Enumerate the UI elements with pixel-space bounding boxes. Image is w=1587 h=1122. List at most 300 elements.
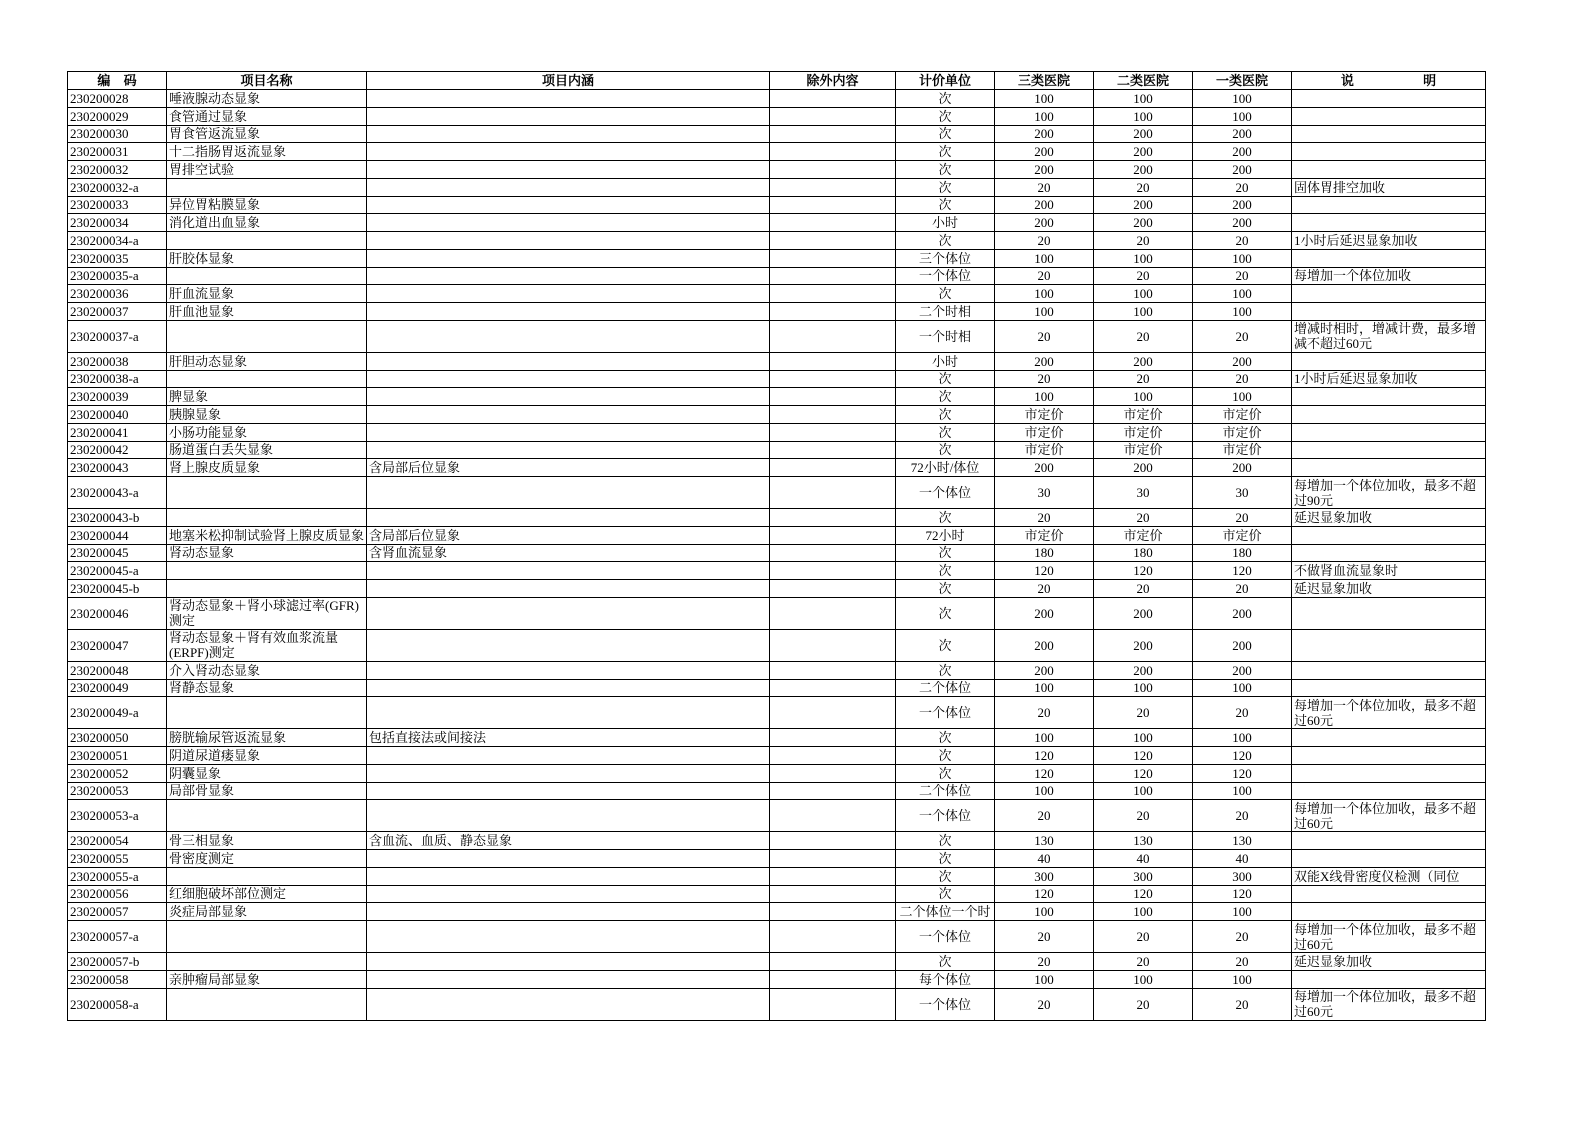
tier1-hospital-price-cell: 市定价 xyxy=(1193,423,1292,441)
tier1-hospital-price-cell: 30 xyxy=(1193,477,1292,509)
tier3-hospital-price-cell: 200 xyxy=(995,352,1094,370)
tier2-hospital-price-cell: 20 xyxy=(1094,953,1193,971)
table-row xyxy=(68,285,1486,303)
pricing-unit-cell: 72小时/体位 xyxy=(896,459,995,477)
tier2-hospital-price-cell: 200 xyxy=(1094,196,1193,214)
excluded-content-cell xyxy=(770,629,896,661)
pricing-unit-cell: 次 xyxy=(896,285,995,303)
item-content-cell xyxy=(367,352,770,370)
table-row xyxy=(68,406,1486,424)
tier2-hospital-price-cell: 100 xyxy=(1094,679,1193,697)
item-name-cell xyxy=(167,580,367,598)
note-cell xyxy=(1292,303,1486,321)
item-content-cell xyxy=(367,370,770,388)
note-cell: 每增加一个体位加收，最多不超过60元 xyxy=(1292,988,1486,1020)
item-code-cell: 230200045-a xyxy=(68,562,167,580)
tier2-hospital-price-cell: 200 xyxy=(1094,661,1193,679)
item-code-cell: 230200029 xyxy=(68,107,167,125)
item-content-cell: 含局部后位显象 xyxy=(367,459,770,477)
tier2-hospital-price-cell: 20 xyxy=(1094,509,1193,527)
item-code-cell: 230200058 xyxy=(68,970,167,988)
item-name-cell xyxy=(167,800,367,832)
note-cell: 双能X线骨密度仪检测（同位 xyxy=(1292,867,1486,885)
table-row xyxy=(68,161,1486,179)
item-content-cell xyxy=(367,867,770,885)
note-cell xyxy=(1292,352,1486,370)
table-row xyxy=(68,423,1486,441)
item-content-cell xyxy=(367,562,770,580)
note-cell xyxy=(1292,90,1486,108)
tier1-hospital-price-cell: 200 xyxy=(1193,143,1292,161)
tier3-hospital-price-cell: 100 xyxy=(995,388,1094,406)
item-name-cell: 炎症局部显象 xyxy=(167,903,367,921)
tier3-hospital-price-cell: 100 xyxy=(995,729,1094,747)
note-cell xyxy=(1292,388,1486,406)
tier1-hospital-price-cell: 200 xyxy=(1193,459,1292,477)
item-name-cell xyxy=(167,267,367,285)
item-code-cell: 230200034-a xyxy=(68,232,167,250)
pricing-unit-cell: 一个体位 xyxy=(896,697,995,729)
item-name-cell: 膀胱输尿管返流显象 xyxy=(167,729,367,747)
item-name-cell: 阴道尿道瘘显象 xyxy=(167,747,367,765)
item-content-cell xyxy=(367,214,770,232)
item-content-cell: 含局部后位显象 xyxy=(367,526,770,544)
item-content-cell xyxy=(367,800,770,832)
pricing-unit-cell: 小时 xyxy=(896,352,995,370)
table-row xyxy=(68,143,1486,161)
note-cell xyxy=(1292,406,1486,424)
pricing-unit-cell: 次 xyxy=(896,161,995,179)
item-content-cell xyxy=(367,988,770,1020)
item-code-cell: 230200037-a xyxy=(68,320,167,352)
tier1-hospital-price-cell: 100 xyxy=(1193,90,1292,108)
table-row xyxy=(68,885,1486,903)
tier2-hospital-price-cell: 200 xyxy=(1094,459,1193,477)
tier2-hospital-price-cell: 130 xyxy=(1094,832,1193,850)
item-name-cell: 肾动态显象＋肾小球滤过率(GFR)测定 xyxy=(167,597,367,629)
item-code-cell: 230200058-a xyxy=(68,988,167,1020)
tier3-hospital-price-cell: 300 xyxy=(995,867,1094,885)
item-code-cell: 230200034 xyxy=(68,214,167,232)
excluded-content-cell xyxy=(770,178,896,196)
item-content-cell: 包括直接法或间接法 xyxy=(367,729,770,747)
note-cell xyxy=(1292,832,1486,850)
pricing-unit-cell: 次 xyxy=(896,629,995,661)
item-code-cell: 230200047 xyxy=(68,629,167,661)
note-cell xyxy=(1292,526,1486,544)
tier2-hospital-price-cell: 100 xyxy=(1094,970,1193,988)
pricing-unit-cell: 次 xyxy=(896,125,995,143)
tier2-hospital-price-cell: 20 xyxy=(1094,232,1193,250)
note-cell: 1小时后延迟显象加收 xyxy=(1292,232,1486,250)
pricing-unit-cell: 次 xyxy=(896,370,995,388)
tier2-hospital-price-cell: 20 xyxy=(1094,178,1193,196)
item-name-cell: 十二指肠胃返流显象 xyxy=(167,143,367,161)
tier3-hospital-price-cell: 120 xyxy=(995,885,1094,903)
tier3-hospital-price-cell: 20 xyxy=(995,921,1094,953)
item-content-cell xyxy=(367,232,770,250)
excluded-content-cell xyxy=(770,782,896,800)
table-row xyxy=(68,249,1486,267)
tier1-hospital-price-cell: 120 xyxy=(1193,747,1292,765)
item-code-cell: 230200035-a xyxy=(68,267,167,285)
tier1-hospital-price-cell: 20 xyxy=(1193,988,1292,1020)
note-cell xyxy=(1292,125,1486,143)
item-name-cell: 肾上腺皮质显象 xyxy=(167,459,367,477)
item-content-cell xyxy=(367,661,770,679)
excluded-content-cell xyxy=(770,764,896,782)
tier2-hospital-price-cell: 30 xyxy=(1094,477,1193,509)
tier3-hospital-price-cell: 100 xyxy=(995,903,1094,921)
tier3-hospital-price-cell: 20 xyxy=(995,370,1094,388)
note-cell xyxy=(1292,782,1486,800)
tier2-hospital-price-cell: 市定价 xyxy=(1094,406,1193,424)
pricing-unit-cell: 次 xyxy=(896,143,995,161)
header-row xyxy=(68,72,1486,90)
item-content-cell xyxy=(367,423,770,441)
tier2-hospital-price-cell: 200 xyxy=(1094,629,1193,661)
excluded-content-cell xyxy=(770,544,896,562)
item-code-cell: 230200039 xyxy=(68,388,167,406)
item-content-cell xyxy=(367,285,770,303)
note-cell: 每增加一个体位加收，最多不超过60元 xyxy=(1292,697,1486,729)
tier3-hospital-price-cell: 20 xyxy=(995,580,1094,598)
excluded-content-cell xyxy=(770,526,896,544)
excluded-content-cell xyxy=(770,832,896,850)
tier2-hospital-price-cell: 20 xyxy=(1094,988,1193,1020)
excluded-content-cell xyxy=(770,107,896,125)
tier1-hospital-price-cell: 20 xyxy=(1193,320,1292,352)
header-item-content: 项目内涵 xyxy=(367,72,770,90)
tier1-hospital-price-cell: 100 xyxy=(1193,729,1292,747)
pricing-unit-cell: 次 xyxy=(896,867,995,885)
tier1-hospital-price-cell: 120 xyxy=(1193,885,1292,903)
item-code-cell: 230200040 xyxy=(68,406,167,424)
item-code-cell: 230200049 xyxy=(68,679,167,697)
table-row xyxy=(68,178,1486,196)
pricing-unit-cell: 次 xyxy=(896,423,995,441)
note-cell xyxy=(1292,629,1486,661)
tier3-hospital-price-cell: 20 xyxy=(995,953,1094,971)
excluded-content-cell xyxy=(770,232,896,250)
pricing-unit-cell: 次 xyxy=(896,747,995,765)
tier2-hospital-price-cell: 200 xyxy=(1094,143,1193,161)
tier3-hospital-price-cell: 20 xyxy=(995,988,1094,1020)
item-name-cell: 肠道蛋白丢失显象 xyxy=(167,441,367,459)
note-cell xyxy=(1292,441,1486,459)
item-name-cell: 肾动态显象＋肾有效血浆流量(ERPF)测定 xyxy=(167,629,367,661)
tier3-hospital-price-cell: 40 xyxy=(995,850,1094,868)
tier3-hospital-price-cell: 20 xyxy=(995,800,1094,832)
header-tier3-hospital: 三类医院 xyxy=(995,72,1094,90)
note-cell xyxy=(1292,196,1486,214)
excluded-content-cell xyxy=(770,562,896,580)
item-content-cell xyxy=(367,697,770,729)
item-code-cell: 230200035 xyxy=(68,249,167,267)
table-row xyxy=(68,970,1486,988)
table-row xyxy=(68,867,1486,885)
tier1-hospital-price-cell: 200 xyxy=(1193,629,1292,661)
item-name-cell xyxy=(167,320,367,352)
item-code-cell: 230200055-a xyxy=(68,867,167,885)
excluded-content-cell xyxy=(770,800,896,832)
table-row xyxy=(68,441,1486,459)
table-row xyxy=(68,477,1486,509)
pricing-unit-cell: 次 xyxy=(896,850,995,868)
tier3-hospital-price-cell: 120 xyxy=(995,747,1094,765)
tier1-hospital-price-cell: 200 xyxy=(1193,125,1292,143)
tier1-hospital-price-cell: 100 xyxy=(1193,388,1292,406)
item-code-cell: 230200053-a xyxy=(68,800,167,832)
tier1-hospital-price-cell: 200 xyxy=(1193,214,1292,232)
note-cell xyxy=(1292,285,1486,303)
item-name-cell: 地塞米松抑制试验肾上腺皮质显象 xyxy=(167,526,367,544)
table-row xyxy=(68,196,1486,214)
item-name-cell: 消化道出血显象 xyxy=(167,214,367,232)
item-code-cell: 230200031 xyxy=(68,143,167,161)
tier2-hospital-price-cell: 100 xyxy=(1094,303,1193,321)
tier3-hospital-price-cell: 200 xyxy=(995,597,1094,629)
tier2-hospital-price-cell: 20 xyxy=(1094,697,1193,729)
excluded-content-cell xyxy=(770,597,896,629)
table-row xyxy=(68,526,1486,544)
pricing-unit-cell: 二个体位 xyxy=(896,679,995,697)
tier2-hospital-price-cell: 100 xyxy=(1094,285,1193,303)
pricing-unit-cell: 一个体位 xyxy=(896,477,995,509)
excluded-content-cell xyxy=(770,988,896,1020)
excluded-content-cell xyxy=(770,143,896,161)
tier2-hospital-price-cell: 40 xyxy=(1094,850,1193,868)
excluded-content-cell xyxy=(770,285,896,303)
excluded-content-cell xyxy=(770,747,896,765)
item-content-cell xyxy=(367,320,770,352)
table-row xyxy=(68,597,1486,629)
table-row xyxy=(68,509,1486,527)
tier3-hospital-price-cell: 100 xyxy=(995,285,1094,303)
tier3-hospital-price-cell: 200 xyxy=(995,196,1094,214)
item-name-cell: 局部骨显象 xyxy=(167,782,367,800)
tier3-hospital-price-cell: 30 xyxy=(995,477,1094,509)
pricing-unit-cell: 一个体位 xyxy=(896,988,995,1020)
excluded-content-cell xyxy=(770,903,896,921)
tier3-hospital-price-cell: 200 xyxy=(995,459,1094,477)
tier3-hospital-price-cell: 20 xyxy=(995,697,1094,729)
note-cell: 每增加一个体位加收，最多不超过60元 xyxy=(1292,800,1486,832)
tier2-hospital-price-cell: 180 xyxy=(1094,544,1193,562)
item-content-cell xyxy=(367,679,770,697)
pricing-unit-cell: 次 xyxy=(896,953,995,971)
tier1-hospital-price-cell: 100 xyxy=(1193,303,1292,321)
item-code-cell: 230200049-a xyxy=(68,697,167,729)
item-code-cell: 230200038-a xyxy=(68,370,167,388)
item-code-cell: 230200057-a xyxy=(68,921,167,953)
tier3-hospital-price-cell: 20 xyxy=(995,320,1094,352)
item-name-cell: 脾显象 xyxy=(167,388,367,406)
tier1-hospital-price-cell: 100 xyxy=(1193,249,1292,267)
table-body xyxy=(68,90,1486,1021)
tier1-hospital-price-cell: 120 xyxy=(1193,764,1292,782)
table-row xyxy=(68,90,1486,108)
item-name-cell xyxy=(167,370,367,388)
tier2-hospital-price-cell: 200 xyxy=(1094,214,1193,232)
item-code-cell: 230200037 xyxy=(68,303,167,321)
table-row xyxy=(68,850,1486,868)
tier3-hospital-price-cell: 100 xyxy=(995,970,1094,988)
tier3-hospital-price-cell: 20 xyxy=(995,267,1094,285)
table-row xyxy=(68,903,1486,921)
header-code: 编 码 xyxy=(68,72,167,90)
item-content-cell xyxy=(367,303,770,321)
tier3-hospital-price-cell: 100 xyxy=(995,303,1094,321)
item-code-cell: 230200028 xyxy=(68,90,167,108)
tier3-hospital-price-cell: 200 xyxy=(995,125,1094,143)
tier3-hospital-price-cell: 100 xyxy=(995,249,1094,267)
tier3-hospital-price-cell: 120 xyxy=(995,764,1094,782)
item-code-cell: 230200041 xyxy=(68,423,167,441)
item-content-cell xyxy=(367,267,770,285)
note-cell: 延迟显象加收 xyxy=(1292,580,1486,598)
tier2-hospital-price-cell: 市定价 xyxy=(1094,526,1193,544)
table-row xyxy=(68,107,1486,125)
excluded-content-cell xyxy=(770,697,896,729)
tier1-hospital-price-cell: 200 xyxy=(1193,661,1292,679)
item-name-cell: 肝胆动态显象 xyxy=(167,352,367,370)
pricing-unit-cell: 一个体位 xyxy=(896,800,995,832)
item-name-cell: 胃排空试验 xyxy=(167,161,367,179)
excluded-content-cell xyxy=(770,303,896,321)
tier2-hospital-price-cell: 100 xyxy=(1094,249,1193,267)
tier1-hospital-price-cell: 200 xyxy=(1193,597,1292,629)
excluded-content-cell xyxy=(770,352,896,370)
tier1-hospital-price-cell: 20 xyxy=(1193,953,1292,971)
tier2-hospital-price-cell: 200 xyxy=(1094,352,1193,370)
item-name-cell xyxy=(167,921,367,953)
item-name-cell xyxy=(167,867,367,885)
note-cell xyxy=(1292,544,1486,562)
item-name-cell xyxy=(167,477,367,509)
table-row xyxy=(68,459,1486,477)
item-name-cell: 红细胞破坏部位测定 xyxy=(167,885,367,903)
item-name-cell xyxy=(167,178,367,196)
tier1-hospital-price-cell: 市定价 xyxy=(1193,526,1292,544)
header-item-name: 项目名称 xyxy=(167,72,367,90)
pricing-unit-cell: 每个体位 xyxy=(896,970,995,988)
excluded-content-cell xyxy=(770,679,896,697)
pricing-unit-cell: 一个体位 xyxy=(896,267,995,285)
table-header xyxy=(68,72,1486,90)
note-cell xyxy=(1292,143,1486,161)
price-table xyxy=(67,71,1486,1021)
item-content-cell: 含肾血流显象 xyxy=(367,544,770,562)
tier2-hospital-price-cell: 100 xyxy=(1094,729,1193,747)
tier1-hospital-price-cell: 20 xyxy=(1193,921,1292,953)
tier2-hospital-price-cell: 市定价 xyxy=(1094,441,1193,459)
tier2-hospital-price-cell: 100 xyxy=(1094,107,1193,125)
tier2-hospital-price-cell: 120 xyxy=(1094,885,1193,903)
item-code-cell: 230200046 xyxy=(68,597,167,629)
excluded-content-cell xyxy=(770,850,896,868)
tier2-hospital-price-cell: 300 xyxy=(1094,867,1193,885)
tier1-hospital-price-cell: 180 xyxy=(1193,544,1292,562)
tier2-hospital-price-cell: 市定价 xyxy=(1094,423,1193,441)
tier3-hospital-price-cell: 100 xyxy=(995,90,1094,108)
tier3-hospital-price-cell: 200 xyxy=(995,629,1094,661)
tier3-hospital-price-cell: 市定价 xyxy=(995,441,1094,459)
pricing-unit-cell: 二个体位 xyxy=(896,782,995,800)
excluded-content-cell xyxy=(770,196,896,214)
tier3-hospital-price-cell: 120 xyxy=(995,562,1094,580)
note-cell: 1小时后延迟显象加收 xyxy=(1292,370,1486,388)
item-code-cell: 230200055 xyxy=(68,850,167,868)
item-code-cell: 230200033 xyxy=(68,196,167,214)
item-content-cell xyxy=(367,161,770,179)
tier3-hospital-price-cell: 200 xyxy=(995,214,1094,232)
tier3-hospital-price-cell: 20 xyxy=(995,178,1094,196)
tier3-hospital-price-cell: 100 xyxy=(995,107,1094,125)
header-tier2-hospital: 二类医院 xyxy=(1094,72,1193,90)
item-code-cell: 230200056 xyxy=(68,885,167,903)
pricing-unit-cell: 二个时相 xyxy=(896,303,995,321)
pricing-unit-cell: 一个时相 xyxy=(896,320,995,352)
tier1-hospital-price-cell: 20 xyxy=(1193,580,1292,598)
excluded-content-cell xyxy=(770,885,896,903)
tier1-hospital-price-cell: 20 xyxy=(1193,697,1292,729)
excluded-content-cell xyxy=(770,90,896,108)
pricing-unit-cell: 次 xyxy=(896,90,995,108)
item-code-cell: 230200042 xyxy=(68,441,167,459)
excluded-content-cell xyxy=(770,125,896,143)
item-name-cell: 阴囊显象 xyxy=(167,764,367,782)
item-content-cell xyxy=(367,178,770,196)
item-name-cell: 肝血池显象 xyxy=(167,303,367,321)
item-content-cell xyxy=(367,441,770,459)
item-code-cell: 230200045 xyxy=(68,544,167,562)
tier1-hospital-price-cell: 20 xyxy=(1193,800,1292,832)
table-row xyxy=(68,388,1486,406)
note-cell: 增减时相时，增减计费，最多增减不超过60元 xyxy=(1292,320,1486,352)
item-content-cell xyxy=(367,477,770,509)
note-cell: 延迟显象加收 xyxy=(1292,953,1486,971)
item-code-cell: 230200043-b xyxy=(68,509,167,527)
header-note: 说 明 xyxy=(1292,72,1486,90)
excluded-content-cell xyxy=(770,441,896,459)
note-cell xyxy=(1292,679,1486,697)
excluded-content-cell xyxy=(770,249,896,267)
tier1-hospital-price-cell: 20 xyxy=(1193,509,1292,527)
item-name-cell: 胰腺显象 xyxy=(167,406,367,424)
item-name-cell: 小肠功能显象 xyxy=(167,423,367,441)
tier1-hospital-price-cell: 20 xyxy=(1193,178,1292,196)
tier3-hospital-price-cell: 100 xyxy=(995,679,1094,697)
pricing-unit-cell: 次 xyxy=(896,388,995,406)
tier2-hospital-price-cell: 200 xyxy=(1094,597,1193,629)
note-cell xyxy=(1292,661,1486,679)
header-excluded-content: 除外内容 xyxy=(770,72,896,90)
pricing-unit-cell: 二个体位一个时 xyxy=(896,903,995,921)
tier3-hospital-price-cell: 市定价 xyxy=(995,526,1094,544)
table-row xyxy=(68,832,1486,850)
tier2-hospital-price-cell: 100 xyxy=(1094,388,1193,406)
table-row xyxy=(68,953,1486,971)
tier3-hospital-price-cell: 市定价 xyxy=(995,406,1094,424)
note-cell xyxy=(1292,249,1486,267)
item-code-cell: 230200048 xyxy=(68,661,167,679)
tier2-hospital-price-cell: 120 xyxy=(1094,764,1193,782)
pricing-unit-cell: 小时 xyxy=(896,214,995,232)
excluded-content-cell xyxy=(770,477,896,509)
tier1-hospital-price-cell: 200 xyxy=(1193,196,1292,214)
item-content-cell xyxy=(367,953,770,971)
